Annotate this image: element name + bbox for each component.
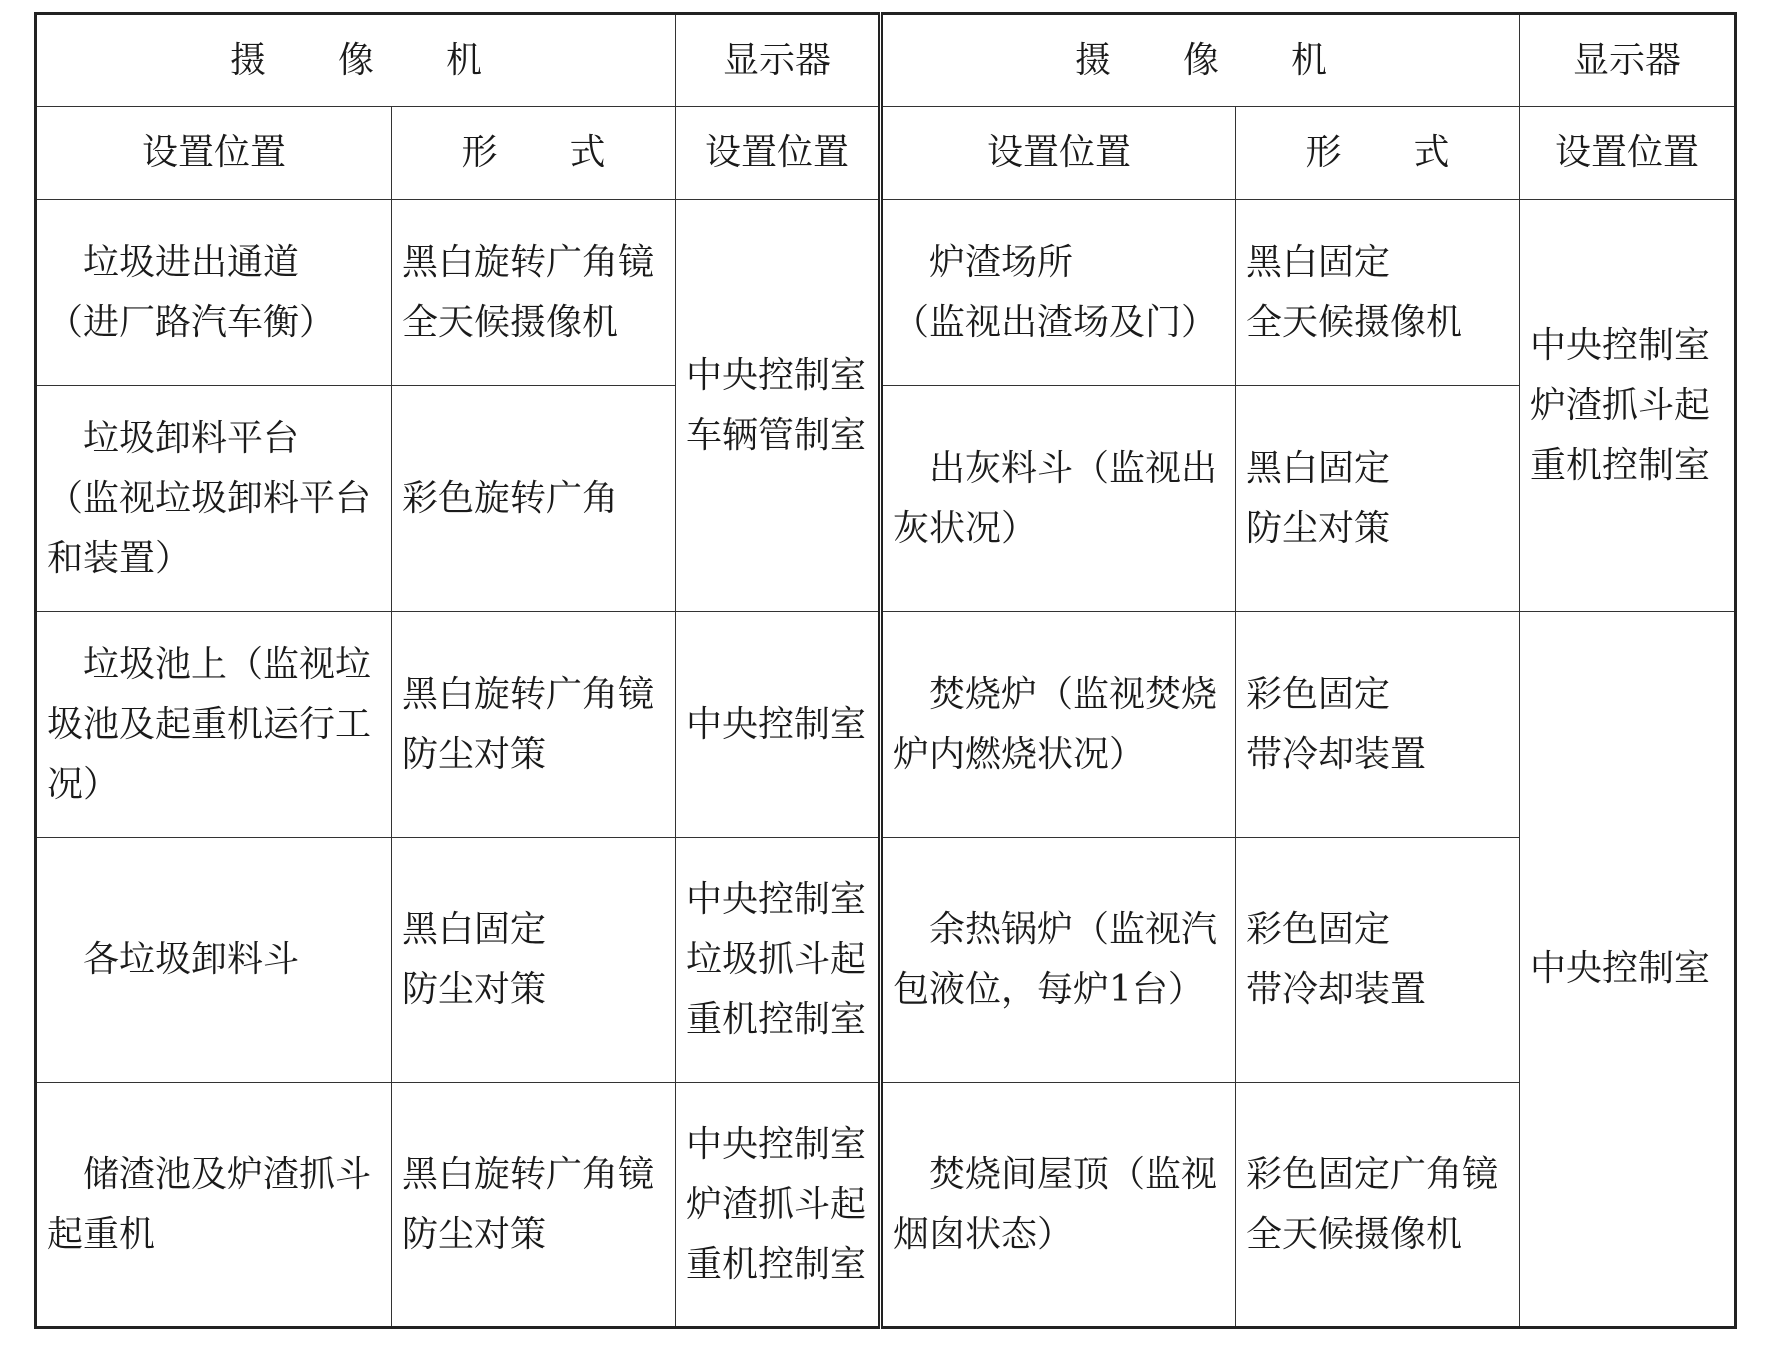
left-position-cell: 各垃圾卸料斗 — [36, 838, 392, 1083]
left-display-cell: 中央控制室 — [676, 612, 881, 838]
header-camera-right: 摄 像 机 — [881, 14, 1520, 107]
left-type-cell: 黑白旋转广角镜 全天候摄像机 — [392, 200, 676, 386]
header-display-left: 显示器 — [676, 14, 881, 107]
left-display-cell: 中央控制室 炉渣抓斗起 重机控制室 — [676, 1083, 881, 1328]
header-display-right: 显示器 — [1520, 14, 1736, 107]
left-type-cell: 黑白旋转广角镜 防尘对策 — [392, 612, 676, 838]
header-camera-left: 摄 像 机 — [36, 14, 676, 107]
left-position-cell: 垃圾进出通道 （进厂路汽车衡） — [36, 200, 392, 386]
left-position-cell: 垃圾池上（监视垃圾池及起重机运行工况） — [36, 612, 392, 838]
header-type-left: 形 式 — [392, 107, 676, 200]
right-type-cell: 黑白固定 全天候摄像机 — [1236, 200, 1520, 386]
header-position-left: 设置位置 — [36, 107, 392, 200]
right-type-cell: 彩色固定 带冷却装置 — [1236, 612, 1520, 838]
right-type-cell: 彩色固定 带冷却装置 — [1236, 838, 1520, 1083]
right-type-cell: 彩色固定广角镜 全天候摄像机 — [1236, 1083, 1520, 1328]
left-type-cell: 彩色旋转广角 — [392, 386, 676, 612]
right-display-cell: 中央控制室 — [1520, 612, 1736, 1328]
left-type-cell: 黑白固定 防尘对策 — [392, 838, 676, 1083]
left-position-cell: 垃圾卸料平台 （监视垃圾卸料平台和装置） — [36, 386, 392, 612]
camera-installation-table — [34, 12, 1737, 1329]
left-type-cell: 黑白旋转广角镜 防尘对策 — [392, 1083, 676, 1328]
header-type-right: 形 式 — [1236, 107, 1520, 200]
right-position-cell: 焚烧间屋顶（监视烟囱状态） — [881, 1083, 1236, 1328]
left-display-cell: 中央控制室 车辆管制室 — [676, 200, 881, 612]
right-display-cell: 中央控制室 炉渣抓斗起 重机控制室 — [1520, 200, 1736, 612]
right-position-cell: 出灰料斗（监视出灰状况） — [881, 386, 1236, 612]
left-position-cell: 储渣池及炉渣抓斗起重机 — [36, 1083, 392, 1328]
header-display-position-left: 设置位置 — [676, 107, 881, 200]
header-display-position-right: 设置位置 — [1520, 107, 1736, 200]
right-position-cell: 炉渣场所 （监视出渣场及门） — [881, 200, 1236, 386]
right-position-cell: 焚烧炉（监视焚烧炉内燃烧状况） — [881, 612, 1236, 838]
right-position-cell: 余热锅炉（监视汽包液位，每炉1台） — [881, 838, 1236, 1083]
right-type-cell: 黑白固定 防尘对策 — [1236, 386, 1520, 612]
header-position-right: 设置位置 — [881, 107, 1236, 200]
left-display-cell: 中央控制室 垃圾抓斗起 重机控制室 — [676, 838, 881, 1083]
